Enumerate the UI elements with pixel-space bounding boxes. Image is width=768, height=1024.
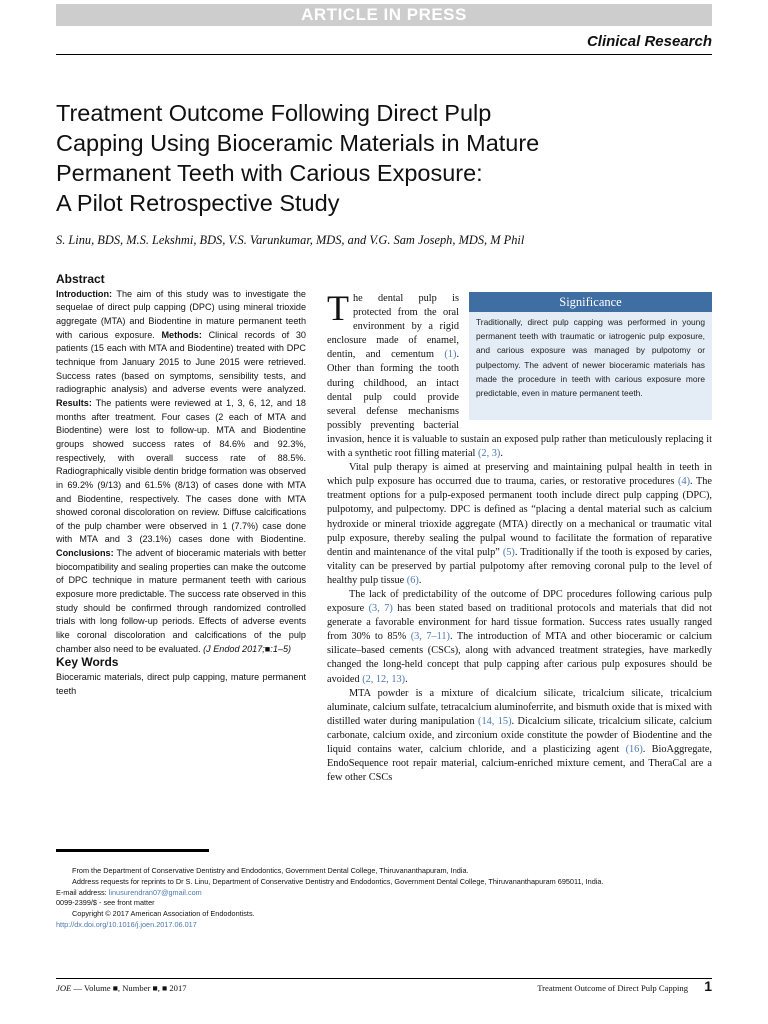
reference-link[interactable]: (3, 7–11): [410, 631, 450, 643]
keywords-text: Bioceramic materials, direct pulp capping, mature permanent teeth: [56, 672, 306, 696]
reference-link[interactable]: (4): [678, 476, 691, 488]
article-in-press-banner: ARTICLE IN PRESS: [56, 4, 712, 26]
conclusions-label: Conclusions:: [56, 548, 114, 559]
reference-link[interactable]: (2, 3): [478, 448, 501, 460]
title-line: A Pilot Retrospective Study: [56, 190, 340, 216]
title-line: Capping Using Bioceramic Materials in Mature: [56, 130, 540, 156]
text-run: The lack of predictability of the outcome of DPC procedures following carious pulp exposure: [327, 588, 712, 615]
text-run: .: [500, 448, 503, 460]
reference-link[interactable]: (3, 7): [368, 603, 393, 615]
significance-box: [469, 292, 712, 420]
reference-link[interactable]: (2, 12, 13): [362, 673, 406, 685]
keywords-heading: Key Words: [56, 655, 119, 670]
text-run: . BioAggregate, EndoSequence root repair material, calcium-enriched mixture cement, and TheraCal are a few other CSCs: [327, 744, 713, 784]
doi-link[interactable]: http://dx.doi.org/10.1016/j.joen.2017.06.017: [56, 919, 197, 929]
drop-cap: T: [327, 288, 349, 328]
article-body: [327, 288, 713, 785]
text-run: . The introduction of MTA and other bioceramic or calcium silicate–based cements (CSCs), along with advanced treatment strategies, have markedly changed the long-held concept that pulp capping after carious pulp exposures should be avoided: [327, 631, 713, 685]
title-line: Treatment Outcome Following Direct Pulp: [56, 100, 492, 126]
body-paragraph: [327, 461, 712, 588]
footnote-rule: [56, 849, 209, 852]
abstract-heading: Abstract: [56, 272, 105, 286]
article-title: [56, 98, 656, 218]
abstract-column: [56, 273, 306, 698]
results-label: Results:: [56, 397, 92, 408]
text-run: . Dicalcium silicate, tricalcium silicate, calcium carbonate, calcium oxide, and zirconium oxide constitute the powder of Biodentine and the liquid contains water, calcium chloride, and a plasticizing agent: [327, 715, 712, 755]
volume-info: — Volume ■, Number ■, ■ 2017: [71, 983, 187, 993]
significance-heading: Significance: [469, 292, 712, 312]
methods-label: Methods:: [161, 329, 202, 340]
text-run: Vital pulp therapy is aimed at preserving and maintaining pulpal health in teeth in which pulp exposure has occurred due to trauma, caries, or restorative procedures: [327, 462, 712, 488]
abstract-text: [56, 288, 306, 657]
abstract-citation: (J Endod 2017;■:1–5): [203, 643, 292, 654]
reference-link[interactable]: (1): [444, 349, 457, 361]
intro-label: Introduction:: [56, 288, 113, 299]
footnotes: [56, 866, 716, 931]
journal-abbrev: JOE: [56, 983, 72, 993]
reprint-address: Address requests for reprints to Dr S. Linu, Department of Conservative Dentistry and Endodontics, Government Dental College, Thiruvananthapuram 695011, India.: [72, 876, 604, 886]
intro-text: The aim of this study was to investigate the sequelae of direct pulp capping (DPC) using mineral trioxide aggregate (MTA) and Biodentine in mature permanent teeth with carious exposure.: [56, 288, 306, 340]
running-title: Treatment Outcome of Direct Pulp Capping: [537, 983, 688, 993]
reference-link[interactable]: (5): [502, 546, 515, 558]
text-run: . Other than forming the tooth during childhood, an intact dental pulp could provide several defense mechanisms possibly preventing bacterial invasion, hence it is valuable to sustain an exposed pulp rather than meticulously replacing it with a synthetic root filling material: [327, 349, 712, 460]
reference-link[interactable]: (16): [625, 744, 643, 755]
text-run: he dental pulp is protected from the oral environment by a rigid enclosure made of enamel, dentin, and cementum: [327, 293, 459, 361]
body-paragraph: [327, 687, 712, 786]
conclusions-text: The advent of bioceramic materials with better biocompatibility and sealing properties can make the outcome of DPC technique in mature permanent teeth with carious exposure more predictable. The success rate observed in this study should be confirmed through randomized controlled trials with long follow-up periods. Effects of adverse events like coronal discoloration and calcifications of the pulp chamber also need to be evaluated.: [56, 548, 306, 654]
email-label: E-mail address:: [56, 887, 107, 897]
section-label: Clinical Research: [586, 33, 712, 50]
significance-text: Traditionally, direct pulp capping was performed in young permanent teeth with traumatic or iatrogenic pulp exposure, and carious exposure was managed by pulpotomy or pulpectomy. The advent of newer bioceramic materials has made the procedure in teeth with carious exposure more predictable, even in mature permanent teeth.: [476, 317, 705, 399]
copyright-line: Copyright © 2017 American Association of Endodontists.: [72, 909, 255, 919]
header-rule: [56, 54, 712, 55]
doi-line: [56, 920, 716, 931]
body-paragraph: [327, 588, 712, 687]
author-list: S. Linu, BDS, M.S. Lekshmi, BDS, V.S. Varunkumar, MDS, and V.G. Sam Joseph, MDS, M Phil: [56, 233, 525, 247]
text-run: MTA powder is a mixture of dicalcium silicate, tricalcium silicate, tricalcium aluminate, calcium sulfate, tetracalcium aluminoferrite, and bismuth oxide that is mixed with distilled water during manipulation: [327, 687, 712, 727]
footer-rule: [56, 978, 712, 979]
methods-text: Clinical records of 30 patients (15 each with MTA and Biodentine) treated with DPC technique from January 2015 to June 2015 were retrieved. Success rates (based on symptoms, sensibility tests, and radiographic analysis) and adverse events were analyzed.: [56, 329, 306, 395]
results-text: The patients were reviewed at 1, 3, 6, 12, and 18 months after treatment. Four cases (2 each of MTA and Biodentine) were lost to follow-up. MTA and Biodentine groups showed success rates of 84.6% and 92.3%, respectively, with overall success rate of 88.5%. Radiographically visible dentin bridge formation was observed in 69.2% (9/13) and 61.5% (8/13) of cases done with MTA and Biodentine, respectively. The cases done with MTA showed coronal discoloration on review. Diffuse calcifications of the pulp chamber were observed in 1 (7.7%) case done with MTA and 3 (23.1%) cases done with Biodentine.: [56, 397, 306, 545]
page-number: 1: [704, 978, 712, 994]
text-run: .: [418, 574, 422, 586]
reference-link[interactable]: (14, 15): [478, 715, 512, 727]
email-link[interactable]: linusurendran07@gmail.com: [108, 887, 202, 897]
text-run: . The treatment options for a pulp-exposed permanent tooth include direct pulp capping (DPC), pulpotomy, and pulpectomy. DPC is defined as “placing a dental material such as calcium hydroxide or mineral trioxide aggregate (MTA) directly on a mechanical or traumatic vital pulp exposure, thereby sealing the pulpal wound to facilitate the formation of reparative dentin and maintenance of the vital pulp”: [327, 476, 712, 558]
journal-volume: [56, 983, 187, 993]
text-run: .: [405, 673, 408, 685]
text-run: . Traditionally if the tooth is exposed by caries, vitality can be preserved by partial pulpotomy after removing coronal pulp to the level of healthy pulp tissue: [327, 546, 712, 586]
email-line: [56, 888, 716, 899]
title-line: Permanent Teeth with Carious Exposure:: [56, 160, 483, 186]
issn-line: 0099-2399/$ - see front matter: [56, 898, 155, 908]
reference-link[interactable]: (6): [406, 574, 419, 586]
affiliation-note: From the Department of Conservative Dentistry and Endodontics, Government Dental College, Thiruvananthapuram, India.: [72, 866, 469, 875]
text-run: has been stated based on traditional protocols and materials that did not generate a favorable environment for hard tissue formation. Success rates usually ranged from 30% to 85%: [327, 603, 713, 643]
